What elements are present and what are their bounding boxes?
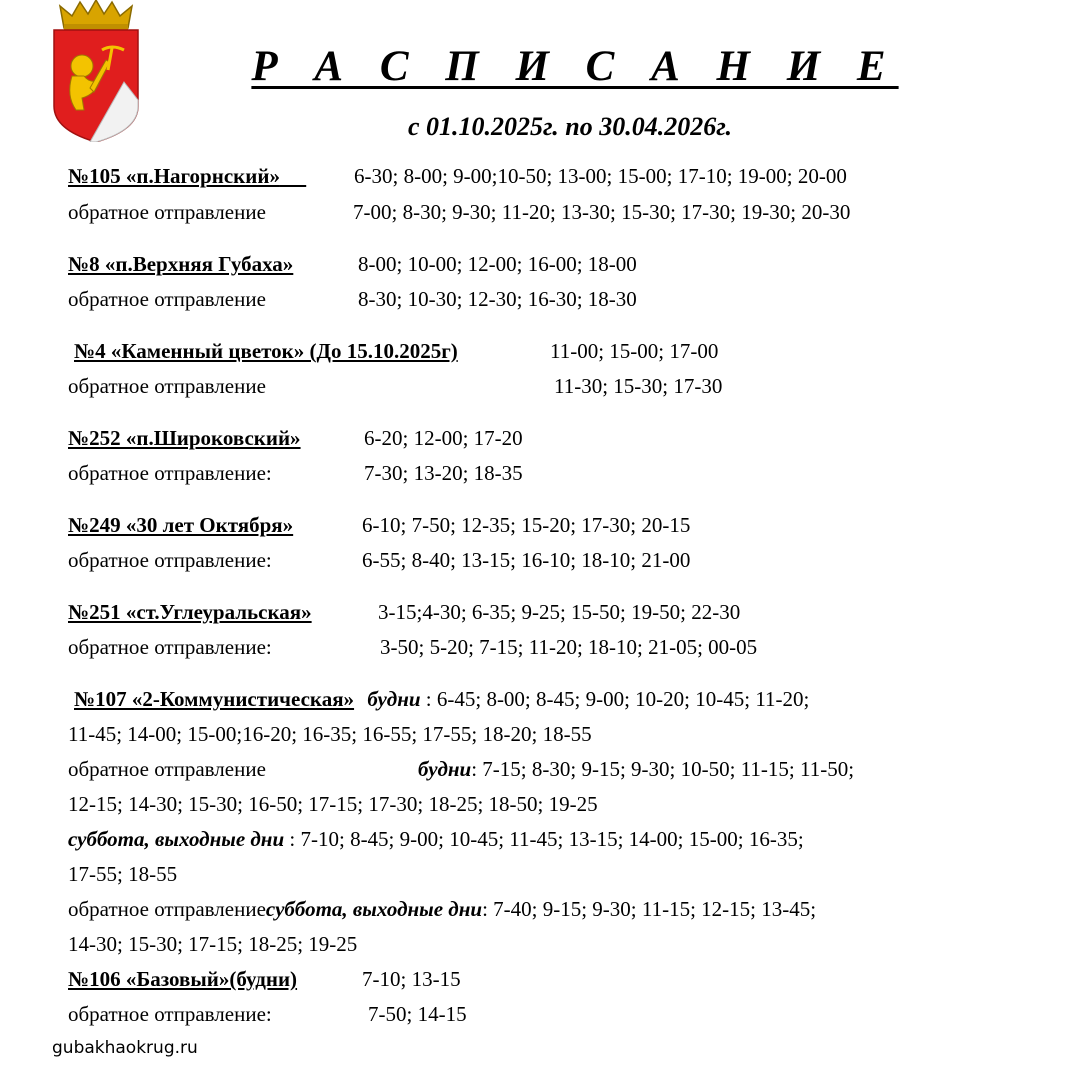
route-107-back-weekend-label: суббота, выходные дни [265,897,483,921]
route-252-back-times: 7-30; 13-20; 18-35 [364,461,523,485]
route-107-weekend-label: суббота, выходные дни [68,827,285,851]
route-251-row [68,600,741,625]
route-249-row [68,513,691,538]
route-251-back-times: 3-50; 5-20; 7-15; 11-20; 18-10; 21-05; 00-05 [380,635,758,659]
route-107-back-weekend-times-2: 14-30; 15-30; 17-15; 18-25; 19-25 [68,932,358,956]
back-label: обратное отправление [68,287,266,311]
website-watermark: gubakhaokrug.ru [52,1038,198,1058]
route-107-back-weekdays-times-1: : 7-15; 8-30; 9-15; 9-30; 10-50; 11-15; 11-50; [471,757,855,781]
route-249-back-row [68,548,691,573]
route-252-times: 6-20; 12-00; 17-20 [364,426,523,450]
route-252-back-row [68,461,523,486]
route-106-back-times: 7-50; 14-15 [368,1002,467,1026]
route-107-weekend-row-2 [68,862,177,887]
route-107-back-weekdays-label: будни [418,757,472,781]
route-107-weekdays-label: будни [367,687,421,711]
route-8-times: 8-00; 10-00; 12-00; 16-00; 18-00 [358,252,637,276]
route-107-back-weekdays-times-2: 12-15; 14-30; 15-30; 16-50; 17-15; 17-30; 18-25; 18-50; 19-25 [68,792,598,816]
route-249-back-times: 6-55; 8-40; 13-15; 16-10; 18-10; 21-00 [362,548,691,572]
back-label: обратное отправление [68,374,266,398]
route-107-weekend-row [68,827,804,852]
schedule-period: с 01.10.2025г. по 30.04.2026г. [407,112,732,141]
route-107-back-row-2 [68,792,598,817]
route-249-times: 6-10; 7-50; 12-35; 15-20; 17-30; 20-15 [362,513,691,537]
route-252-row [68,426,523,451]
route-105-back-times: 7-00; 8-30; 9-30; 11-20; 13-30; 15-30; 17-30; 19-30; 20-30 [353,200,851,224]
route-107-back-row [68,757,855,782]
route-107-weekend-times-1: : 7-10; 8-45; 9-00; 10-45; 11-45; 13-15; 14-00; 15-00; 16-35; [284,827,804,851]
route-107-back-weekend-times-1: : 7-40; 9-15; 9-30; 11-15; 12-15; 13-45; [482,897,817,921]
back-label: обратное отправление [68,897,266,921]
route-8-row [68,252,637,277]
route-107-row [74,687,809,712]
route-105-times: 6-30; 8-00; 9-00;10-50; 13-00; 15-00; 17-10; 19-00; 20-00 [354,164,847,188]
back-label: обратное отправление [68,757,266,781]
back-label: обратное отправление: [68,1002,272,1026]
route-251-times: 3-15;4-30; 6-35; 9-25; 15-50; 19-50; 22-30 [378,600,741,624]
route-4-row [74,339,719,364]
route-251-back-row [68,635,758,660]
page-title: Р А С П И С А Н И Е [251,43,899,90]
route-105-back-row [68,200,851,225]
crown-icon [60,0,132,30]
route-107-weekend-times-2: 17-55; 18-55 [68,862,178,886]
back-label: обратное отправление: [68,548,272,572]
route-107-weekdays-times-2: 11-45; 14-00; 15-00;16-20; 16-35; 16-55; 17-55; 18-20; 18-55 [68,722,592,746]
route-4-name: №4 «Каменный цветок» (До 15.10.2025г) [74,339,458,363]
route-106-times: 7-10; 13-15 [362,967,461,991]
route-252-name: №252 «п.Широковский» [68,426,301,450]
back-label: обратное отправление: [68,635,272,659]
back-label: обратное отправление: [68,461,272,485]
route-8-back-times: 8-30; 10-30; 12-30; 16-30; 18-30 [358,287,637,311]
route-105-name: №105 «п.Нагорнский» [68,164,280,188]
route-8-back-row [68,287,637,312]
route-4-back-row [68,374,723,399]
route-106-name: №106 «Базовый»(будни) [68,967,298,991]
route-106-back-row [68,1002,467,1027]
route-105-row [68,164,847,189]
route-107-back-weekend-row-2 [68,932,357,957]
route-107-weekdays-times-1: : 6-45; 8-00; 8-45; 9-00; 10-20; 10-45; 11-20; [420,687,810,711]
route-107-name: №107 «2-Коммунистическая» [74,687,355,711]
route-4-back-times: 11-30; 15-30; 17-30 [554,374,723,398]
back-label: обратное отправление [68,200,266,224]
route-107-back-weekend-row [68,897,816,922]
route-249-name: №249 «30 лет Октября» [68,513,294,537]
route-106-row [68,967,461,992]
route-4-times: 11-00; 15-00; 17-00 [550,339,719,363]
route-107-weekdays-row-2 [68,722,592,747]
route-8-name: №8 «п.Верхняя Губаха» [68,252,294,276]
route-251-name: №251 «ст.Углеуральская» [68,600,312,624]
